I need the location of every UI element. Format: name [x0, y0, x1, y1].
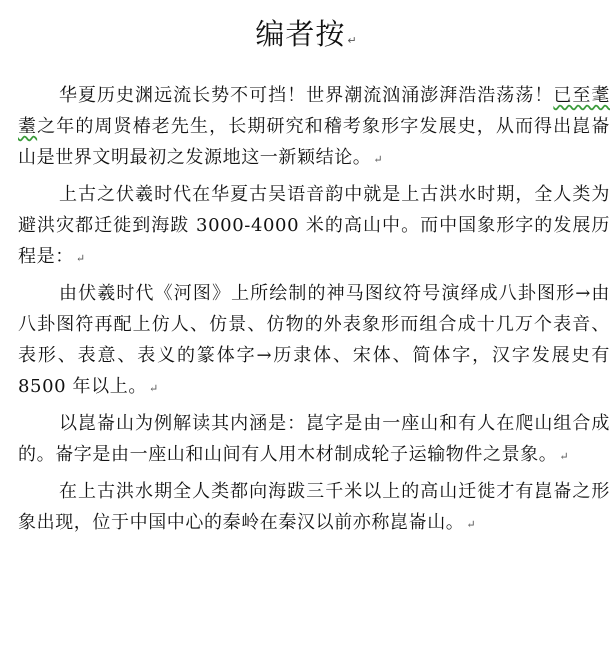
paragraph-text: 在上古洪水期全人类都向海跋三千米以上的高山迁徙才有崑崙之形象出现，位于中国中心的秦岭在秦汉以前亦称崑崙山。: [18, 481, 610, 533]
spellcheck-flagged-text: 已至耄耋: [18, 85, 610, 137]
paragraph-mark-icon: ↵: [75, 252, 86, 265]
document-title: [0, 12, 613, 63]
paragraph-text: 上古之伏羲时代在华夏古吴语音韵中就是上古洪水时期，全人类为避洪灾都迁徙到海跋 3000-4000 米的高山中。而中国象形字的发展历程是：: [18, 184, 610, 267]
paragraph-text: 华夏历史渊远流长势不可挡！世界潮流汹涌澎湃浩浩荡荡！: [59, 85, 554, 106]
paragraph: [18, 179, 610, 274]
paragraph-text: 由伏羲时代《河图》上所绘制的神马图纹符号演绎成八卦图形→由八卦图符再配上仿人、仿景、仿物的外表象形而组合成十几万个表音、表形、表意、表义的篆体字→历隶体、宋体、简体字，汉字发展史有 8500 年以上。: [18, 283, 610, 397]
paragraph-mark-icon: ↵: [148, 382, 159, 395]
title-text: 编者按: [255, 17, 346, 51]
paragraph-mark-icon: ↵: [373, 153, 384, 166]
paragraph-mark-icon: ↵: [559, 450, 570, 463]
paragraph-mark-icon: ↵: [347, 34, 358, 47]
paragraph: [18, 408, 610, 472]
paragraph-text: 之年的周贤椿老先生，长期研究和稽考象形字发展史，从而得出崑崙山是世界文明最初之发源地这一新颖结论。: [18, 116, 610, 168]
paragraph: [18, 476, 610, 540]
document-body[interactable]: [18, 80, 610, 544]
paragraph: [18, 278, 610, 404]
paragraph: [18, 80, 610, 175]
paragraph-mark-icon: ↵: [466, 518, 477, 531]
paragraph-text: 以崑崙山为例解读其内涵是：崑字是由一座山和有人在爬山组合成的。崙字是由一座山和山间有人用木材制成轮子运输物件之景象。: [18, 413, 610, 465]
